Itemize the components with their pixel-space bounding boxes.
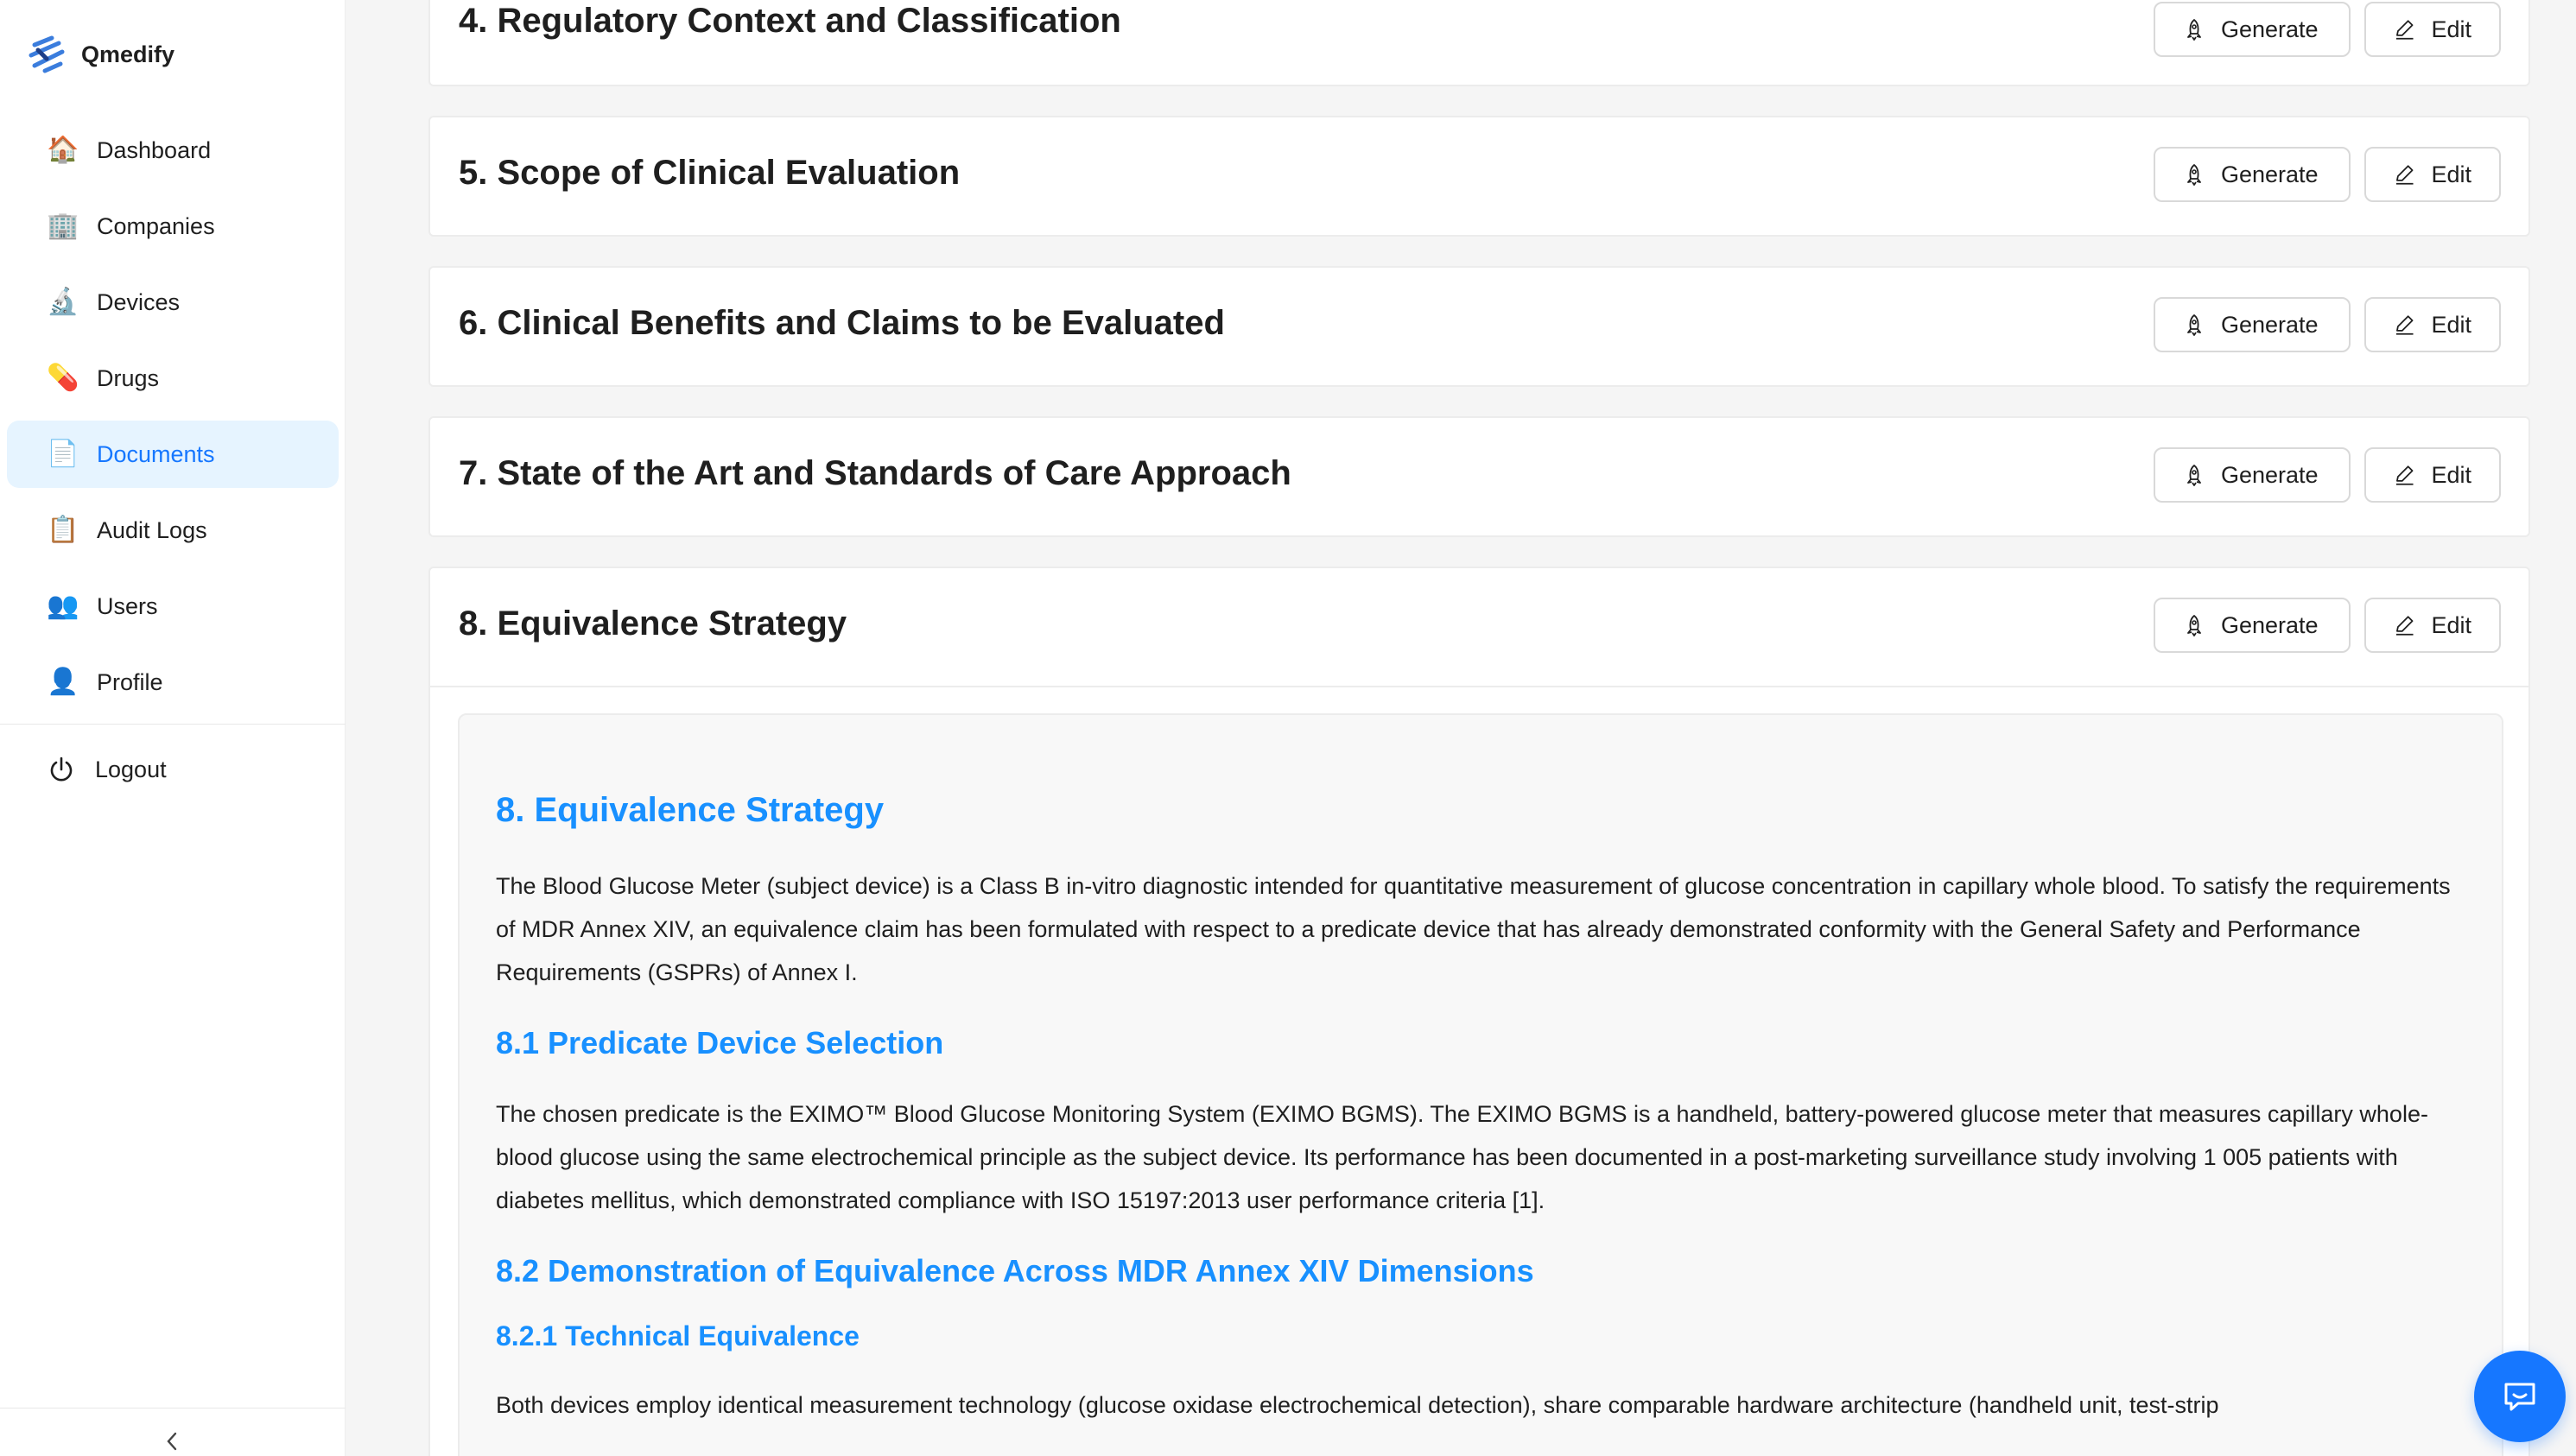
- generate-label: Generate: [2221, 311, 2319, 338]
- section-card: [428, 266, 2530, 387]
- sidebar-item-label: Documents: [97, 440, 215, 467]
- sidebar-item-documents[interactable]: [7, 421, 339, 488]
- generate-label: Generate: [2221, 161, 2319, 187]
- pencil-icon: [2394, 614, 2415, 636]
- section-title: 7. State of the Art and Standards of Care Approach: [459, 454, 1291, 492]
- section-card-expanded: [428, 567, 2530, 1456]
- section-card: [428, 116, 2530, 237]
- pencil-icon: [2394, 464, 2415, 486]
- sidebar-item-profile[interactable]: [7, 649, 339, 716]
- rocket-icon: [2183, 18, 2205, 41]
- pencil-icon: [2394, 18, 2415, 41]
- main-content: [346, 0, 2576, 1456]
- app-logo[interactable]: [26, 33, 174, 76]
- pencil-icon: [2394, 313, 2415, 336]
- generate-label: Generate: [2221, 611, 2319, 638]
- section-actions: [2154, 297, 2501, 352]
- sidebar-item-devices[interactable]: [7, 269, 339, 336]
- sidebar-divider: [0, 724, 346, 725]
- section-actions: [2154, 598, 2501, 653]
- edit-button[interactable]: [2364, 447, 2501, 503]
- generate-label: Generate: [2221, 16, 2319, 42]
- sidebar-item-label: Users: [97, 592, 158, 619]
- sidebar-collapse-button[interactable]: [0, 1408, 346, 1456]
- rocket-icon: [2183, 313, 2205, 336]
- content-intro-paragraph: The Blood Glucose Meter (subject device) is a Class B in-vitro diagnostic intended for quantitative measurement of glucose concentration in capillary whole blood. To satisfy the requirements of MDR Annex XIV, an equivalence claim has been formulated with respect to a predicate device that has already demonstrated conformity with the General Safety and Performance Requirements (GSPRs) of Annex I.: [496, 873, 2451, 985]
- predicate-selection-paragraph: The chosen predicate is the EXIMO™ Blood Glucose Monitoring System (EXIMO BGMS). The EXIMO BGMS is a handheld, battery-powered glucose meter that measures capillary whole-blood glucose using the same electrochemical principle as the subject device. Its performance has been documented in a post-marketing surveillance study involving 1 005 patients with diabetes mellitus, which demonstrated compliance with ISO 15197:2013 user performance criteria [1].: [496, 1101, 2428, 1213]
- generate-label: Generate: [2221, 461, 2319, 488]
- section-actions: [2154, 2, 2501, 57]
- card-divider: [430, 686, 2528, 687]
- sidebar-nav: [7, 117, 339, 725]
- generated-content-panel: [458, 713, 2503, 1456]
- technical-equivalence-paragraph: Both devices employ identical measurement technology (glucose oxidase electrochemical detection), share comparable hardware architecture (handheld unit, test-strip: [496, 1392, 2219, 1418]
- edit-label: Edit: [2431, 461, 2471, 488]
- edit-label: Edit: [2431, 16, 2471, 42]
- sidebar: [0, 0, 346, 1456]
- edit-button[interactable]: [2364, 2, 2501, 57]
- sidebar-item-label: Dashboard: [97, 136, 212, 163]
- generate-button[interactable]: [2154, 147, 2351, 202]
- power-icon: [47, 755, 76, 784]
- office-building-icon: 🏢: [47, 211, 79, 241]
- section-title: 6. Clinical Benefits and Claims to be Evaluated: [459, 304, 1225, 342]
- content-heading: 8. Equivalence Strategy: [496, 791, 885, 829]
- generate-button[interactable]: [2154, 447, 2351, 503]
- sidebar-item-label: Profile: [97, 668, 163, 695]
- pill-icon: 💊: [47, 363, 79, 393]
- chat-bubble-icon: [2499, 1376, 2541, 1417]
- clipboard-icon: 📋: [47, 515, 79, 545]
- microscope-icon: 🔬: [47, 287, 79, 317]
- sidebar-item-audit-logs[interactable]: [7, 497, 339, 564]
- section-actions: [2154, 447, 2501, 503]
- rocket-icon: [2183, 464, 2205, 486]
- section-title: 5. Scope of Clinical Evaluation: [459, 154, 961, 192]
- section-card: [428, 416, 2530, 537]
- edit-label: Edit: [2431, 611, 2471, 638]
- edit-label: Edit: [2431, 161, 2471, 187]
- generate-button[interactable]: [2154, 297, 2351, 352]
- section-title: 8. Equivalence Strategy: [459, 605, 847, 643]
- subheading-equivalence-dimensions: 8.2 Demonstration of Equivalence Across MDR Annex XIV Dimensions: [496, 1253, 1534, 1288]
- sidebar-item-label: Devices: [97, 288, 181, 315]
- section-card: [428, 0, 2530, 86]
- subheading-technical-equivalence: 8.2.1 Technical Equivalence: [496, 1320, 860, 1352]
- logout-label: Logout: [95, 756, 167, 782]
- logout-button[interactable]: [7, 736, 339, 803]
- sidebar-item-companies[interactable]: [7, 193, 339, 260]
- section-title: 4. Regulatory Context and Classification: [459, 2, 1121, 40]
- generate-button[interactable]: [2154, 2, 2351, 57]
- edit-label: Edit: [2431, 311, 2471, 338]
- rocket-icon: [2183, 614, 2205, 636]
- sidebar-item-drugs[interactable]: [7, 345, 339, 412]
- sidebar-item-label: Companies: [97, 212, 215, 239]
- sidebar-item-dashboard[interactable]: [7, 117, 339, 184]
- sidebar-item-users[interactable]: [7, 573, 339, 640]
- subheading-predicate-selection: 8.1 Predicate Device Selection: [496, 1025, 944, 1060]
- users-icon: 👥: [47, 591, 79, 621]
- generate-button[interactable]: [2154, 598, 2351, 653]
- pencil-icon: [2394, 163, 2415, 186]
- edit-button[interactable]: [2364, 147, 2501, 202]
- app-name: Qmedify: [81, 41, 175, 67]
- chevron-left-icon: [160, 1428, 186, 1454]
- sidebar-item-label: Drugs: [97, 364, 160, 391]
- edit-button[interactable]: [2364, 297, 2501, 352]
- logo-mark-icon: [26, 33, 69, 76]
- edit-button[interactable]: [2364, 598, 2501, 653]
- chat-button[interactable]: [2474, 1351, 2566, 1442]
- rocket-icon: [2183, 163, 2205, 186]
- sidebar-item-label: Audit Logs: [97, 516, 207, 543]
- section-actions: [2154, 147, 2501, 202]
- user-icon: 👤: [47, 667, 79, 697]
- house-icon: 🏠: [47, 135, 79, 165]
- document-icon: 📄: [47, 439, 79, 469]
